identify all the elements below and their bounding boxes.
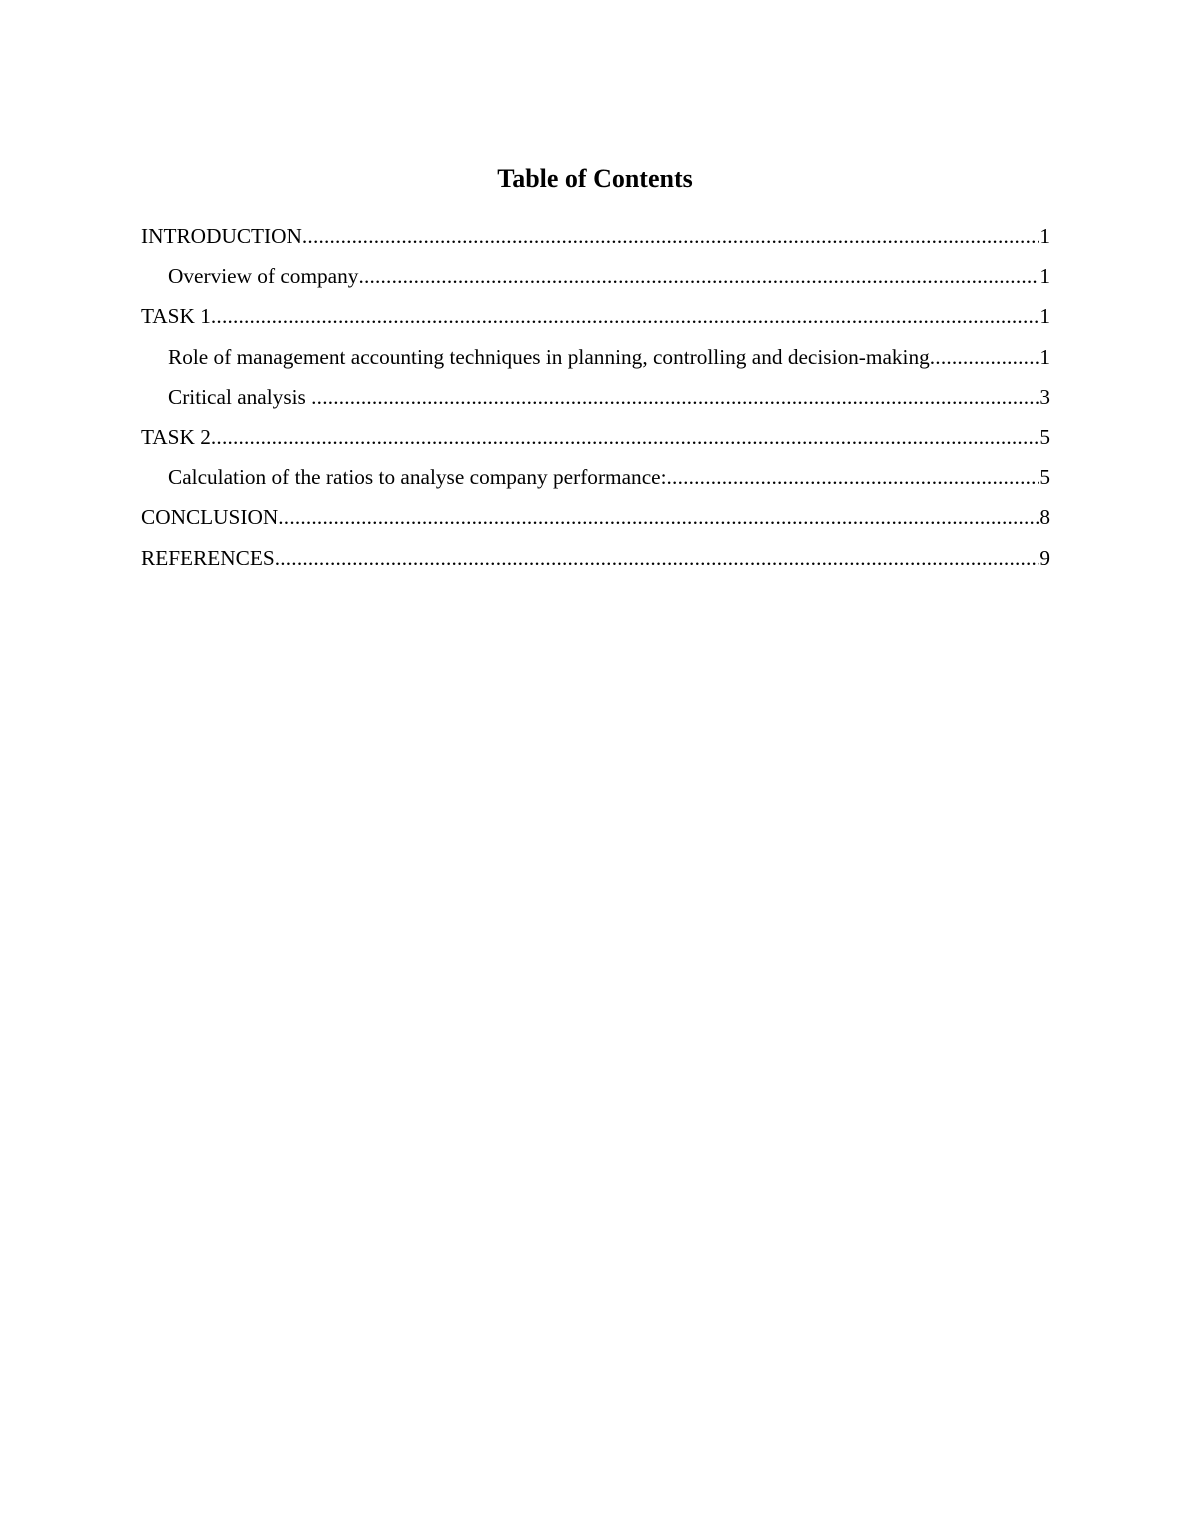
toc-entry-text: REFERENCES <box>141 545 275 570</box>
toc-entry-task-2[interactable] <box>141 421 1050 461</box>
toc-entry-text: Role of management accounting techniques in planning, controlling and decision-making <box>168 344 930 369</box>
toc-dot-leader <box>311 381 1039 413</box>
toc-title: Table of Contents <box>497 164 693 193</box>
toc-entry-text: Overview of company <box>168 264 359 289</box>
toc-dot-leader <box>211 421 1039 453</box>
toc-page-number: 9 <box>1039 545 1050 570</box>
toc-entry-text: INTRODUCTION <box>141 224 302 248</box>
toc-entry-critical-analysis[interactable] <box>141 381 1050 421</box>
toc-page-number: 1 <box>1039 264 1050 289</box>
toc-entry-text: TASK 2 <box>141 424 211 449</box>
toc-page-number: 1 <box>1039 304 1050 329</box>
toc-dot-leader <box>211 300 1039 332</box>
toc-page-number: 3 <box>1039 384 1050 409</box>
toc-dot-leader <box>667 461 1040 493</box>
table-of-contents <box>141 220 1050 582</box>
toc-page-number: 1 <box>1039 344 1050 369</box>
toc-entry-text: TASK 1 <box>141 304 211 329</box>
toc-entry-text: CONCLUSION <box>141 505 279 530</box>
toc-dot-leader <box>930 341 1040 373</box>
toc-entry-task-1[interactable] <box>141 300 1050 340</box>
toc-page-number: 8 <box>1039 505 1050 530</box>
toc-entry-overview-of-company[interactable] <box>141 260 1050 300</box>
toc-entry-introduction[interactable] <box>141 220 1050 260</box>
toc-entry-conclusion[interactable] <box>141 501 1050 541</box>
toc-dot-leader <box>275 542 1040 574</box>
toc-entry-text: Calculation of the ratios to analyse company performance: <box>168 465 667 490</box>
toc-entry-references[interactable] <box>141 542 1050 582</box>
toc-page-number: 5 <box>1039 424 1050 449</box>
toc-page-number: 5 <box>1039 465 1050 490</box>
toc-entry-text: Critical analysis <box>168 384 312 409</box>
toc-dot-leader <box>278 501 1039 533</box>
toc-entry-calculation-of-ratios[interactable] <box>141 461 1050 501</box>
toc-dot-leader <box>302 220 1039 252</box>
toc-page-number: 1 <box>1039 224 1050 248</box>
toc-dot-leader <box>358 260 1039 292</box>
toc-entry-role-of-management-accounting[interactable] <box>141 341 1050 381</box>
